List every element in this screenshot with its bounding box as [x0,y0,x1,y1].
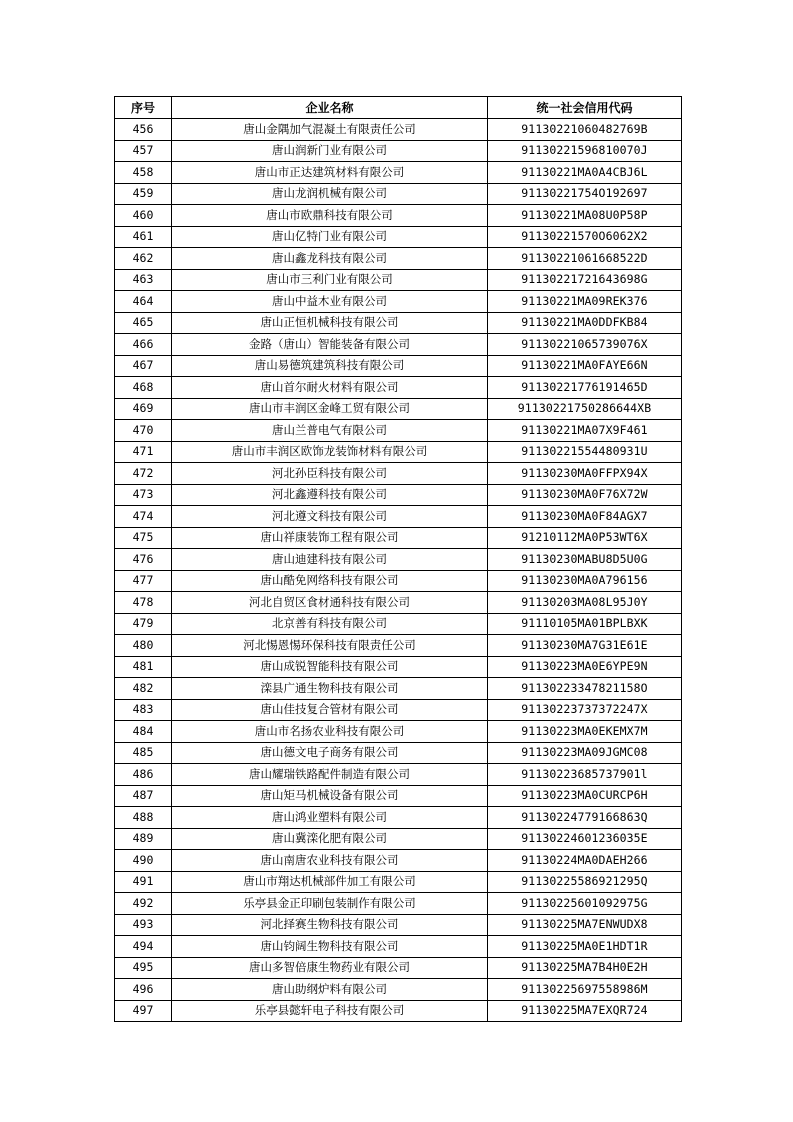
cell-code: 91130221554480931U [488,441,682,463]
cell-name: 北京善有科技有限公司 [172,613,488,635]
cell-name: 唐山多智倍康生物药业有限公司 [172,957,488,979]
table-row [115,205,682,227]
cell-code: 91130225586921295Q [488,871,682,893]
cell-code: 91130225MA7ENWUDX8 [488,914,682,936]
cell-name: 唐山中益木业有限公司 [172,291,488,313]
cell-code: 91210112MA0P53WT6X [488,527,682,549]
cell-seq: 466 [115,334,172,356]
cell-seq: 496 [115,979,172,1001]
cell-seq: 457 [115,140,172,162]
cell-seq: 485 [115,742,172,764]
table-row [115,936,682,958]
cell-code: 91130203MA08L95J0Y [488,592,682,614]
cell-seq: 475 [115,527,172,549]
cell-seq: 478 [115,592,172,614]
cell-name: 唐山市欧鼎科技有限公司 [172,205,488,227]
cell-name: 唐山成锐智能科技有限公司 [172,656,488,678]
table-row [115,398,682,420]
cell-code: 91130223737372247X [488,699,682,721]
cell-name: 唐山市名扬农业科技有限公司 [172,721,488,743]
cell-name: 唐山亿特门业有限公司 [172,226,488,248]
cell-name: 唐山南唐农业科技有限公司 [172,850,488,872]
cell-code: 91130223MA0EKEMX7M [488,721,682,743]
table-row [115,377,682,399]
cell-name: 唐山耀瑞铁路配件制造有限公司 [172,764,488,786]
table-row [115,979,682,1001]
table-row [115,828,682,850]
cell-name: 唐山祥康装饰工程有限公司 [172,527,488,549]
cell-code: 91130230MA7G31E61E [488,635,682,657]
cell-seq: 494 [115,936,172,958]
cell-seq: 456 [115,119,172,141]
cell-name: 唐山润新门业有限公司 [172,140,488,162]
cell-name: 唐山佳技复合管材有限公司 [172,699,488,721]
cell-name: 河北择赛生物科技有限公司 [172,914,488,936]
cell-code: 91130221MA0A4CBJ6L [488,162,682,184]
cell-code: 91130223347821158O [488,678,682,700]
table-row [115,613,682,635]
cell-name: 唐山市丰润区金峰工贸有限公司 [172,398,488,420]
cell-name: 滦县广通生物科技有限公司 [172,678,488,700]
table-row [115,527,682,549]
cell-code: 91130221721643698G [488,269,682,291]
header-seq: 序号 [115,97,172,119]
cell-name: 唐山迪建科技有限公司 [172,549,488,571]
table-row [115,678,682,700]
cell-name: 唐山鸿业塑料有限公司 [172,807,488,829]
cell-code: 91130223MA0E6YPE9N [488,656,682,678]
cell-seq: 497 [115,1000,172,1022]
table-row [115,119,682,141]
table-row [115,441,682,463]
cell-seq: 482 [115,678,172,700]
cell-name: 唐山市丰润区欧饰龙装饰材料有限公司 [172,441,488,463]
cell-seq: 472 [115,463,172,485]
cell-seq: 479 [115,613,172,635]
table-row [115,420,682,442]
cell-code: 91130223MA09JGMC08 [488,742,682,764]
cell-name: 唐山兰普电气有限公司 [172,420,488,442]
cell-name: 唐山冀滦化肥有限公司 [172,828,488,850]
cell-seq: 489 [115,828,172,850]
cell-seq: 491 [115,871,172,893]
cell-code: 91130221570O6062X2 [488,226,682,248]
cell-seq: 481 [115,656,172,678]
table-row [115,850,682,872]
cell-seq: 486 [115,764,172,786]
cell-name: 唐山钧阔生物科技有限公司 [172,936,488,958]
table-row [115,699,682,721]
table-row [115,656,682,678]
cell-name: 唐山市翔达机械部件加工有限公司 [172,871,488,893]
cell-seq: 487 [115,785,172,807]
cell-code: 91130225697558986M [488,979,682,1001]
cell-seq: 467 [115,355,172,377]
table-row [115,183,682,205]
cell-code: 91130221MA0FAYE66N [488,355,682,377]
table-header-row [115,97,682,119]
cell-seq: 492 [115,893,172,915]
table-row [115,140,682,162]
header-code: 统一社会信用代码 [488,97,682,119]
table-row [115,1000,682,1022]
cell-seq: 480 [115,635,172,657]
cell-seq: 463 [115,269,172,291]
cell-seq: 490 [115,850,172,872]
table-row [115,549,682,571]
cell-code: 91130221065739076X [488,334,682,356]
cell-seq: 468 [115,377,172,399]
table-row [115,807,682,829]
cell-name: 河北惕恩惕环保科技有限责任公司 [172,635,488,657]
table-row [115,914,682,936]
cell-name: 唐山德文电子商务有限公司 [172,742,488,764]
enterprise-table [114,96,682,1022]
cell-seq: 469 [115,398,172,420]
cell-code: 91130230MA0F76X72W [488,484,682,506]
cell-name: 乐亭县金正印刷包装制作有限公司 [172,893,488,915]
cell-name: 唐山鑫龙科技有限公司 [172,248,488,270]
cell-seq: 459 [115,183,172,205]
cell-code: 91130223MA0CURCP6H [488,785,682,807]
table-row [115,226,682,248]
cell-seq: 493 [115,914,172,936]
header-name: 企业名称 [172,97,488,119]
cell-code: 91130230MA0A796156 [488,570,682,592]
cell-code: 91130221750286644XB [488,398,682,420]
cell-seq: 471 [115,441,172,463]
cell-seq: 477 [115,570,172,592]
table-row [115,463,682,485]
table-row [115,355,682,377]
cell-name: 河北孙臣科技有限公司 [172,463,488,485]
cell-code: 91130230MA0FFPX94X [488,463,682,485]
table-row [115,484,682,506]
cell-code: 91130221MA07X9F461 [488,420,682,442]
table-row [115,570,682,592]
cell-code: 91130223685737901l [488,764,682,786]
cell-seq: 484 [115,721,172,743]
cell-seq: 465 [115,312,172,334]
cell-code: 91130224601236035E [488,828,682,850]
cell-name: 唐山龙润机械有限公司 [172,183,488,205]
cell-code: 91130230MA0F84AGX7 [488,506,682,528]
cell-code: 91130221596810070J [488,140,682,162]
cell-name: 金路（唐山）智能装备有限公司 [172,334,488,356]
cell-code: 91130224779166863Q [488,807,682,829]
cell-name: 唐山助纲炉料有限公司 [172,979,488,1001]
table-row [115,162,682,184]
cell-code: 91110105MA01BPLBXK [488,613,682,635]
cell-code: 91130225601092975G [488,893,682,915]
cell-code: 91130225MA7B4H0E2H [488,957,682,979]
cell-name: 唐山矩马机械设备有限公司 [172,785,488,807]
table-row [115,871,682,893]
cell-seq: 476 [115,549,172,571]
table-body [115,119,682,1022]
cell-seq: 474 [115,506,172,528]
cell-seq: 488 [115,807,172,829]
cell-name: 河北鑫遵科技有限公司 [172,484,488,506]
cell-code: 91130225MA7EXQR724 [488,1000,682,1022]
table-row [115,291,682,313]
cell-seq: 483 [115,699,172,721]
table-row [115,893,682,915]
cell-name: 唐山首尔耐火材料有限公司 [172,377,488,399]
cell-seq: 460 [115,205,172,227]
cell-code: 91130221MA0DDFKB84 [488,312,682,334]
cell-seq: 470 [115,420,172,442]
cell-name: 唐山金隅加气混凝土有限责任公司 [172,119,488,141]
cell-name: 唐山易德筑建筑科技有限公司 [172,355,488,377]
cell-code: 91130221MA08U0P58P [488,205,682,227]
cell-seq: 464 [115,291,172,313]
cell-code: 91130221776191465D [488,377,682,399]
table-row [115,506,682,528]
cell-name: 唐山市三利门业有限公司 [172,269,488,291]
cell-name: 唐山正恒机械科技有限公司 [172,312,488,334]
cell-code: 91130221060482769B [488,119,682,141]
table-row [115,721,682,743]
cell-seq: 495 [115,957,172,979]
table-row [115,592,682,614]
table-row [115,334,682,356]
table-row [115,269,682,291]
cell-code: 91130225MA0E1HDT1R [488,936,682,958]
table-row [115,764,682,786]
cell-code: 91130221061668522D [488,248,682,270]
cell-name: 乐亭县懿轩电子科技有限公司 [172,1000,488,1022]
cell-name: 唐山酷免网络科技有限公司 [172,570,488,592]
cell-seq: 473 [115,484,172,506]
table-row [115,742,682,764]
cell-code: 91130221754O192697 [488,183,682,205]
cell-seq: 458 [115,162,172,184]
table-row [115,312,682,334]
table-row [115,957,682,979]
table-row [115,785,682,807]
cell-name: 河北遵文科技有限公司 [172,506,488,528]
cell-code: 91130221MA09REK376 [488,291,682,313]
cell-code: 91130230MABU8D5U0G [488,549,682,571]
cell-code: 91130224MA0DAEH266 [488,850,682,872]
cell-name: 河北自贸区食材通科技有限公司 [172,592,488,614]
table-row [115,248,682,270]
table-row [115,635,682,657]
cell-seq: 462 [115,248,172,270]
cell-name: 唐山市正达建筑材料有限公司 [172,162,488,184]
cell-seq: 461 [115,226,172,248]
